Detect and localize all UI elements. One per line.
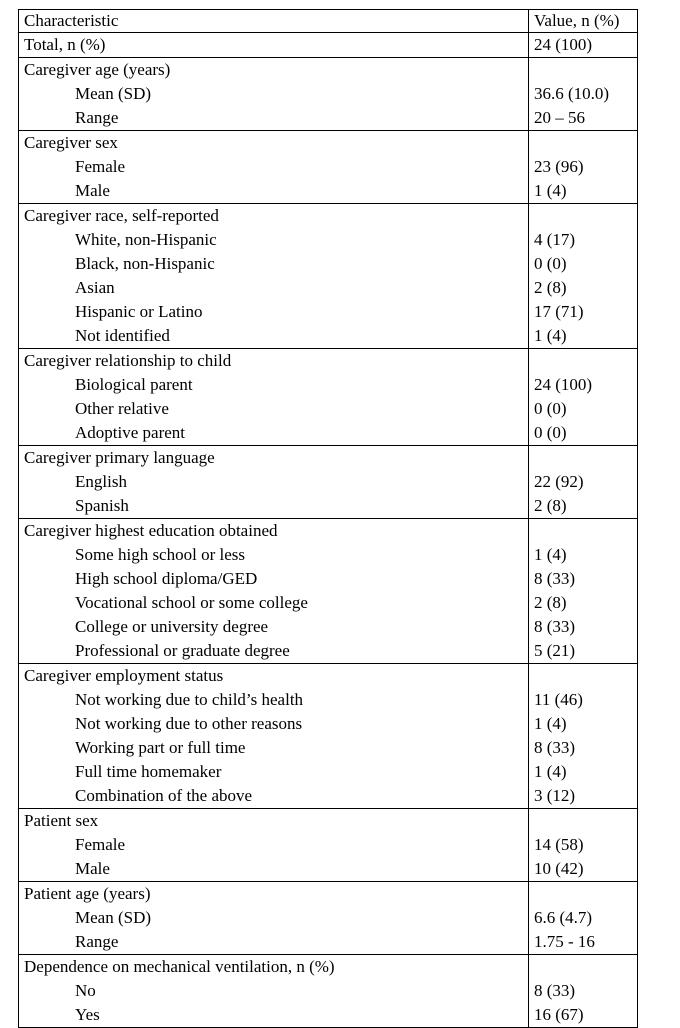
item-label: Not working due to other reasons — [75, 714, 303, 733]
item-label: Professional or graduate degree — [75, 641, 290, 660]
item-value: 24 (100) — [534, 375, 593, 394]
characteristic-cell — [19, 955, 529, 1027]
item-label: Yes — [75, 1005, 100, 1024]
group-label: Caregiver race, self-reported — [24, 206, 219, 225]
table-row — [19, 882, 637, 955]
value-cell — [529, 58, 637, 130]
item-label: High school diploma/GED — [75, 569, 258, 588]
characteristic-cell — [19, 809, 529, 881]
item-value: 0 (0) — [534, 423, 567, 442]
group-label: Patient age (years) — [24, 884, 151, 903]
item-label: Male — [75, 859, 110, 878]
item-value: 4 (17) — [534, 230, 576, 249]
item-value: 1.75 - 16 — [534, 932, 595, 951]
item-label: College or university degree — [75, 617, 269, 636]
item-label: Hispanic or Latino — [75, 302, 203, 321]
header-value-cell — [529, 10, 637, 32]
item-label: Not identified — [75, 326, 170, 345]
value-cell — [529, 131, 637, 203]
item-value: 3 (12) — [534, 786, 576, 805]
characteristic-cell — [19, 519, 529, 663]
group-value — [534, 519, 637, 543]
characteristic-cell — [19, 58, 529, 130]
group-label: Caregiver primary language — [24, 448, 215, 467]
group-value — [534, 664, 637, 688]
item-value: 8 (33) — [534, 738, 576, 757]
item-value: 2 (8) — [534, 278, 567, 297]
item-value: 1 (4) — [534, 714, 567, 733]
group-label: Caregiver highest education obtained — [24, 521, 278, 540]
group-label: Total, n (%) — [24, 35, 106, 54]
item-value: 5 (21) — [534, 641, 576, 660]
item-label: Spanish — [75, 496, 129, 515]
item-value: 20 – 56 — [534, 108, 585, 127]
item-value: 1 (4) — [534, 181, 567, 200]
item-value: 17 (71) — [534, 302, 584, 321]
table-row — [19, 955, 637, 1027]
table-row — [19, 58, 637, 131]
item-label: Range — [75, 108, 119, 127]
table-row — [19, 33, 637, 58]
value-cell — [529, 446, 637, 518]
item-label: Male — [75, 181, 110, 200]
value-cell — [529, 33, 637, 57]
item-value: 8 (33) — [534, 981, 576, 1000]
value-cell — [529, 809, 637, 881]
table-row — [19, 446, 637, 519]
header-value-label: Value, n (%) — [534, 11, 620, 30]
item-label: Other relative — [75, 399, 169, 418]
group-value: 24 (100) — [534, 35, 593, 54]
item-label: Mean (SD) — [75, 84, 152, 103]
item-value: 0 (0) — [534, 254, 567, 273]
group-value — [534, 955, 637, 979]
item-label: Adoptive parent — [75, 423, 185, 442]
value-cell — [529, 882, 637, 954]
item-value: 16 (67) — [534, 1005, 584, 1024]
group-value — [534, 882, 637, 906]
item-label: Range — [75, 932, 119, 951]
item-label: English — [75, 472, 127, 491]
item-value: 8 (33) — [534, 617, 576, 636]
group-label: Dependence on mechanical ventilation, n (%) — [24, 957, 335, 976]
group-value — [534, 204, 637, 228]
item-label: Female — [75, 835, 126, 854]
value-cell — [529, 204, 637, 348]
group-label: Caregiver employment status — [24, 666, 224, 685]
item-label: Asian — [75, 278, 115, 297]
table-row — [19, 349, 637, 446]
characteristic-cell — [19, 446, 529, 518]
item-label: Biological parent — [75, 375, 193, 394]
item-value: 23 (96) — [534, 157, 584, 176]
item-label: No — [75, 981, 96, 1000]
item-label: Vocational school or some college — [75, 593, 308, 612]
item-value: 1 (4) — [534, 545, 567, 564]
group-value — [534, 58, 637, 82]
item-label: Full time homemaker — [75, 762, 222, 781]
item-label: Mean (SD) — [75, 908, 152, 927]
item-value: 14 (58) — [534, 835, 584, 854]
group-value — [534, 446, 637, 470]
group-label: Patient sex — [24, 811, 99, 830]
item-label: Female — [75, 157, 126, 176]
table-row — [19, 809, 637, 882]
item-value: 1 (4) — [534, 326, 567, 345]
group-value — [534, 809, 637, 833]
item-value: 6.6 (4.7) — [534, 908, 593, 927]
item-value: 10 (42) — [534, 859, 584, 878]
item-value: 36.6 (10.0) — [534, 84, 610, 103]
item-value: 2 (8) — [534, 593, 567, 612]
item-label: White, non-Hispanic — [75, 230, 217, 249]
value-cell — [529, 349, 637, 445]
group-value — [534, 131, 637, 155]
table-row — [19, 204, 637, 349]
table-row — [19, 131, 637, 204]
item-value: 22 (92) — [534, 472, 584, 491]
table-body — [19, 33, 637, 1027]
header-characteristic-label: Characteristic — [24, 11, 119, 30]
value-cell — [529, 664, 637, 808]
group-label: Caregiver age (years) — [24, 60, 171, 79]
item-value: 8 (33) — [534, 569, 576, 588]
item-label: Some high school or less — [75, 545, 245, 564]
characteristic-cell — [19, 349, 529, 445]
item-label: Black, non-Hispanic — [75, 254, 215, 273]
characteristic-cell — [19, 33, 529, 57]
item-label: Working part or full time — [75, 738, 246, 757]
value-cell — [529, 955, 637, 1027]
item-value: 1 (4) — [534, 762, 567, 781]
header-characteristic-cell — [19, 10, 529, 32]
characteristic-cell — [19, 664, 529, 808]
item-value: 11 (46) — [534, 690, 583, 709]
table-header-row — [19, 10, 637, 33]
characteristic-cell — [19, 131, 529, 203]
group-label: Caregiver sex — [24, 133, 118, 152]
group-value — [534, 349, 637, 373]
table-row — [19, 664, 637, 809]
characteristics-table — [18, 9, 638, 1028]
characteristic-cell — [19, 204, 529, 348]
item-label: Combination of the above — [75, 786, 253, 805]
item-value: 0 (0) — [534, 399, 567, 418]
value-cell — [529, 519, 637, 663]
item-value: 2 (8) — [534, 496, 567, 515]
table-row — [19, 519, 637, 664]
characteristic-cell — [19, 882, 529, 954]
item-label: Not working due to child’s health — [75, 690, 304, 709]
group-label: Caregiver relationship to child — [24, 351, 232, 370]
